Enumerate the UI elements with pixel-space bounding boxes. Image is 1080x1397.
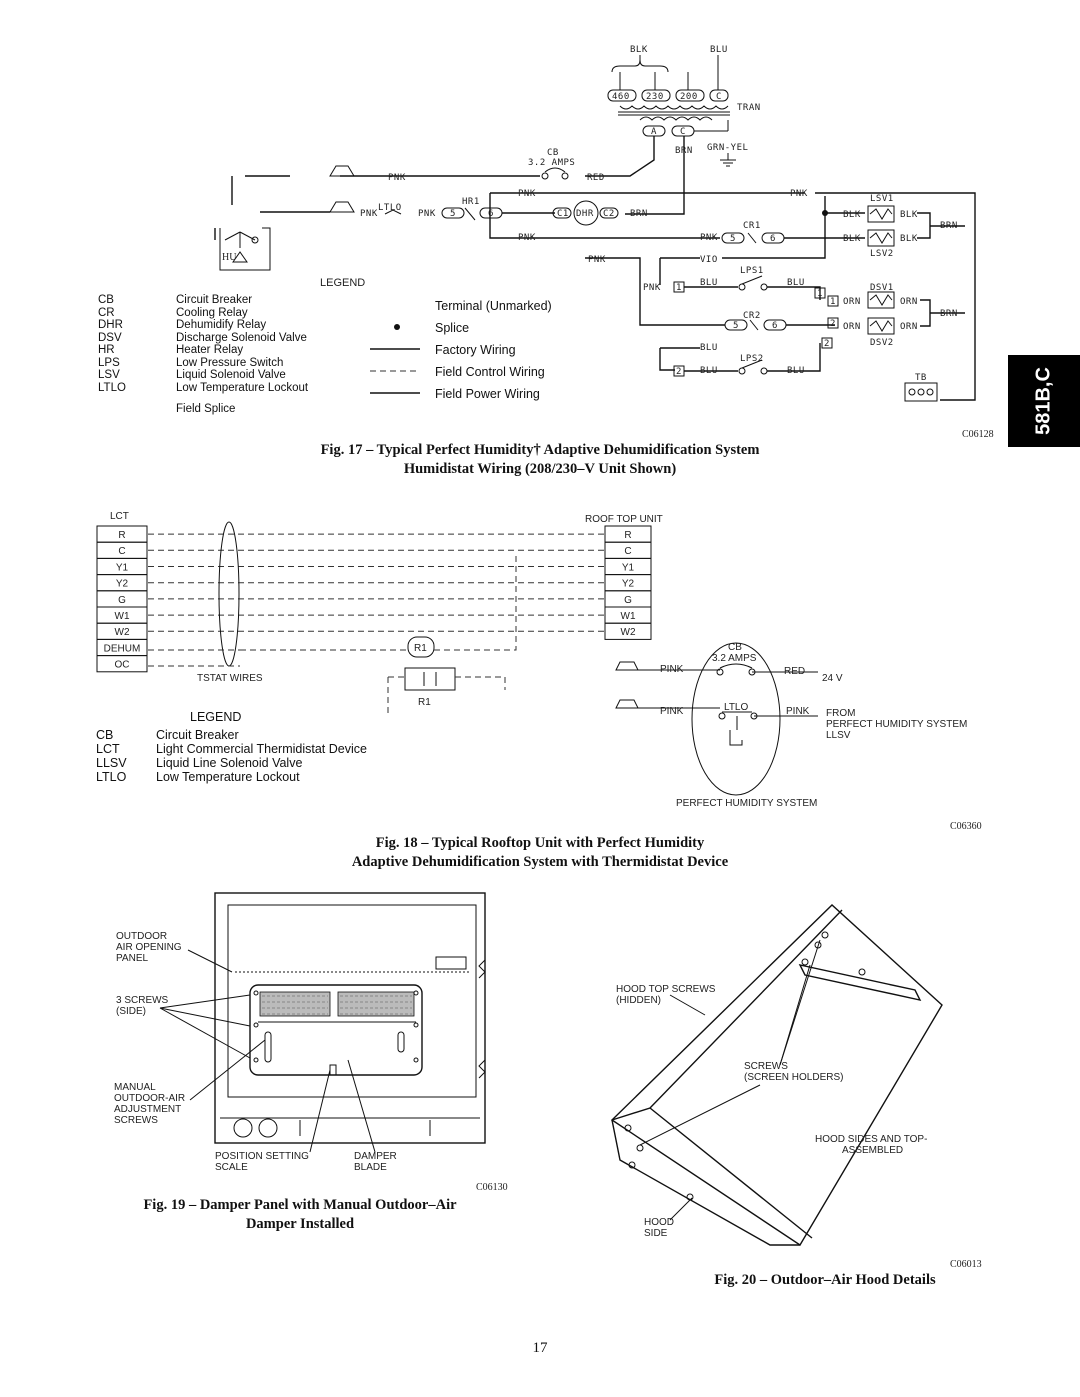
svg-text:(HIDDEN): (HIDDEN) [616, 995, 661, 1006]
svg-text:5: 5 [730, 234, 736, 244]
svg-text:DAMPER: DAMPER [354, 1151, 397, 1162]
svg-text:BLU: BLU [700, 343, 718, 353]
svg-text:ROOF TOP UNIT: ROOF TOP UNIT [585, 514, 663, 525]
svg-text:6: 6 [488, 209, 494, 219]
svg-text:SIDE: SIDE [644, 1228, 668, 1239]
svg-text:DSV1: DSV1 [870, 283, 894, 293]
svg-text:2: 2 [830, 319, 836, 329]
svg-text:PNK: PNK [588, 255, 606, 265]
lct-terminal-label: Y1 [115, 562, 129, 574]
svg-text:6: 6 [770, 234, 776, 244]
lct-terminal-label: C [118, 546, 126, 558]
svg-text:PNK: PNK [360, 209, 378, 219]
fig18-legend: LEGEND CB Circuit Breaker LCT Light Commercial Thermidistat Device LLSV Liquid Line Solenoid Valve LTLO Low Temperature Lockout [96, 710, 367, 784]
lct-terminal-label: W1 [114, 611, 130, 622]
lct-terminal-label: R [118, 530, 126, 541]
svg-text:LCT: LCT [110, 511, 129, 522]
svg-text:460: 460 [612, 92, 630, 102]
svg-text:CB: CB [547, 148, 559, 158]
svg-text:FROM: FROM [826, 708, 856, 719]
blu-label: BLU [710, 45, 728, 55]
svg-text:RED: RED [587, 173, 605, 183]
svg-text:C06360: C06360 [950, 821, 982, 832]
svg-text:BLU: BLU [700, 278, 718, 288]
page-number: 17 [532, 1340, 548, 1356]
svg-text:C: C [680, 127, 686, 137]
svg-text:PNK: PNK [790, 189, 808, 199]
rtu-terminal-label: R [624, 530, 632, 541]
svg-text:PNK: PNK [518, 233, 536, 243]
svg-text:24 V: 24 V [822, 673, 843, 684]
fig17-legend-title: LEGEND [320, 277, 366, 289]
svg-text:ORN: ORN [843, 322, 861, 332]
fig18-caption-line1: Fig. 18 – Typical Rooftop Unit with Perfect Humidity [375, 835, 705, 851]
svg-text:OUTDOOR: OUTDOOR [116, 931, 168, 942]
svg-text:HOOD TOP SCREWS: HOOD TOP SCREWS [616, 984, 716, 995]
field-splice-label: Field Splice [176, 403, 236, 415]
svg-text:R1: R1 [414, 643, 427, 654]
lct-terminal-label: OC [114, 659, 130, 671]
svg-text:C: C [716, 92, 722, 102]
svg-text:PINK: PINK [786, 706, 810, 717]
svg-text:C06013: C06013 [950, 1259, 982, 1270]
svg-text:LPS1: LPS1 [740, 266, 764, 276]
svg-text:1: 1 [817, 289, 823, 299]
svg-text:POSITION SETTING: POSITION SETTING [215, 1151, 309, 1162]
svg-text:230: 230 [646, 92, 664, 102]
svg-text:(SCREEN HOLDERS): (SCREEN HOLDERS) [744, 1072, 844, 1083]
svg-text:LSV1: LSV1 [870, 194, 894, 204]
svg-text:1: 1 [830, 297, 836, 307]
rtu-terminal-label: W2 [620, 627, 636, 639]
svg-text:BLK: BLK [843, 234, 861, 244]
blk-label: BLK [630, 45, 648, 55]
svg-text:HR1: HR1 [462, 197, 480, 207]
svg-text:PNK: PNK [518, 189, 536, 199]
svg-text:PNK: PNK [643, 283, 661, 293]
svg-text:2: 2 [676, 367, 682, 377]
svg-text:BLU: BLU [700, 366, 718, 376]
svg-text:DHR: DHR [576, 209, 594, 219]
svg-text:BLU: BLU [787, 278, 805, 288]
svg-text:ORN: ORN [900, 322, 918, 332]
svg-text:BLK: BLK [843, 210, 861, 220]
svg-text:BLK: BLK [900, 234, 918, 244]
svg-text:200: 200 [680, 92, 698, 102]
rtu-terminal-label: Y2 [621, 578, 635, 590]
svg-text:BRN: BRN [940, 221, 958, 231]
svg-text:BRN: BRN [630, 209, 648, 219]
svg-text:3.2 AMPS: 3.2 AMPS [528, 158, 576, 168]
lct-terminal-label: G [118, 594, 126, 606]
svg-text:HOOD: HOOD [644, 1217, 674, 1228]
svg-text:3.2 AMPS: 3.2 AMPS [712, 653, 757, 664]
svg-text:CR2: CR2 [743, 311, 761, 321]
svg-text:(SIDE): (SIDE) [116, 1006, 146, 1017]
svg-text:PERFECT HUMIDITY SYSTEM: PERFECT HUMIDITY SYSTEM [826, 719, 968, 730]
svg-text:PNK: PNK [388, 173, 406, 183]
svg-text:AIR OPENING: AIR OPENING [116, 942, 182, 953]
svg-text:GRN-YEL: GRN-YEL [707, 143, 749, 153]
svg-text:1: 1 [676, 283, 682, 293]
svg-text:TSTAT WIRES: TSTAT WIRES [197, 673, 263, 684]
svg-text:PINK: PINK [660, 706, 684, 717]
svg-text:LTLO: LTLO [724, 702, 749, 713]
svg-text:BLK: BLK [900, 210, 918, 220]
svg-text:LSV2: LSV2 [870, 249, 894, 259]
svg-text:ORN: ORN [900, 297, 918, 307]
rtu-terminal-label: Y1 [621, 562, 635, 574]
svg-text:LTLO: LTLO [378, 203, 402, 213]
fig17-symbol-list: Terminal (Unmarked) Splice Factory Wiring Field Control Wiring Field Power Wiring [435, 299, 552, 401]
svg-text:C1: C1 [557, 209, 569, 219]
fig18-caption-line2: Adaptive Dehumidification System with Thermidistat Device [351, 854, 729, 870]
svg-text:5: 5 [450, 209, 456, 219]
fig19-caption-line2: Damper Installed [245, 1216, 355, 1232]
svg-text:OUTDOOR-AIR: OUTDOOR-AIR [114, 1093, 186, 1104]
svg-text:MANUAL: MANUAL [114, 1082, 156, 1093]
svg-text:C2: C2 [603, 209, 615, 219]
svg-text:PNK: PNK [700, 233, 718, 243]
svg-text:CB: CB [728, 642, 742, 653]
lct-terminal-label: W2 [114, 627, 130, 639]
svg-text:VIO: VIO [700, 255, 718, 265]
svg-text:C06130: C06130 [476, 1182, 508, 1193]
svg-text:SCALE: SCALE [215, 1162, 248, 1173]
svg-text:PNK: PNK [418, 209, 436, 219]
lct-terminal-label: DEHUM [103, 643, 141, 655]
svg-text:PERFECT HUMIDITY SYSTEM: PERFECT HUMIDITY SYSTEM [676, 798, 818, 809]
tran-label: TRAN [737, 103, 761, 113]
svg-text:RED: RED [784, 666, 806, 677]
rtu-terminal-label: G [624, 594, 632, 606]
svg-text:BRN: BRN [940, 309, 958, 319]
fig17-code: C06128 [962, 429, 994, 440]
svg-text:ORN: ORN [843, 297, 861, 307]
fig17-caption-line2: Humidistat Wiring (208/230–V Unit Shown) [403, 461, 677, 477]
svg-text:BLADE: BLADE [354, 1162, 387, 1173]
svg-text:R1: R1 [418, 697, 431, 708]
svg-text:A: A [651, 127, 657, 137]
fig20-caption: Fig. 20 – Outdoor–Air Hood Details [714, 1272, 936, 1288]
svg-text:BLU: BLU [787, 366, 805, 376]
svg-text:HOOD SIDES AND TOP-: HOOD SIDES AND TOP- [815, 1134, 928, 1145]
svg-text:LLSV: LLSV [826, 730, 851, 741]
lct-terminal-label: Y2 [115, 578, 129, 590]
fig17-legend: CB Circuit Breaker CR Cooling Relay DHR Dehumidify Relay DSV Discharge Solenoid Valve HR Heater Relay LPS Low Pressure Switch LSV Liquid Solenoid Valve LTLO Low Temperature Lockout Field Splice [98, 294, 309, 415]
svg-text:SCREWS: SCREWS [744, 1061, 788, 1072]
svg-text:HU: HU [222, 252, 237, 263]
svg-text:CR1: CR1 [743, 221, 761, 231]
svg-text:2: 2 [824, 339, 830, 349]
fig19-caption-line1: Fig. 19 – Damper Panel with Manual Outdoor–Air [143, 1197, 457, 1213]
svg-text:PANEL: PANEL [116, 953, 149, 964]
svg-text:3 SCREWS: 3 SCREWS [116, 995, 169, 1006]
svg-text:TB: TB [915, 373, 927, 383]
svg-text:6: 6 [772, 321, 778, 331]
svg-text:LPS2: LPS2 [740, 354, 764, 364]
section-tab-label: 581B,C [1032, 367, 1055, 435]
fig17-caption-line1: Fig. 17 – Typical Perfect Humidity† Adaptive Dehumidification System [320, 442, 760, 458]
svg-text:5: 5 [733, 321, 739, 331]
svg-text:DSV2: DSV2 [870, 338, 894, 348]
svg-text:SCREWS: SCREWS [114, 1115, 158, 1126]
svg-text:BRN: BRN [675, 146, 693, 156]
svg-text:ADJUSTMENT: ADJUSTMENT [114, 1104, 182, 1115]
svg-text:PINK: PINK [660, 664, 684, 675]
svg-text:ASSEMBLED: ASSEMBLED [842, 1145, 904, 1156]
rtu-terminal-label: C [624, 546, 632, 558]
rtu-terminal-label: W1 [620, 611, 636, 622]
